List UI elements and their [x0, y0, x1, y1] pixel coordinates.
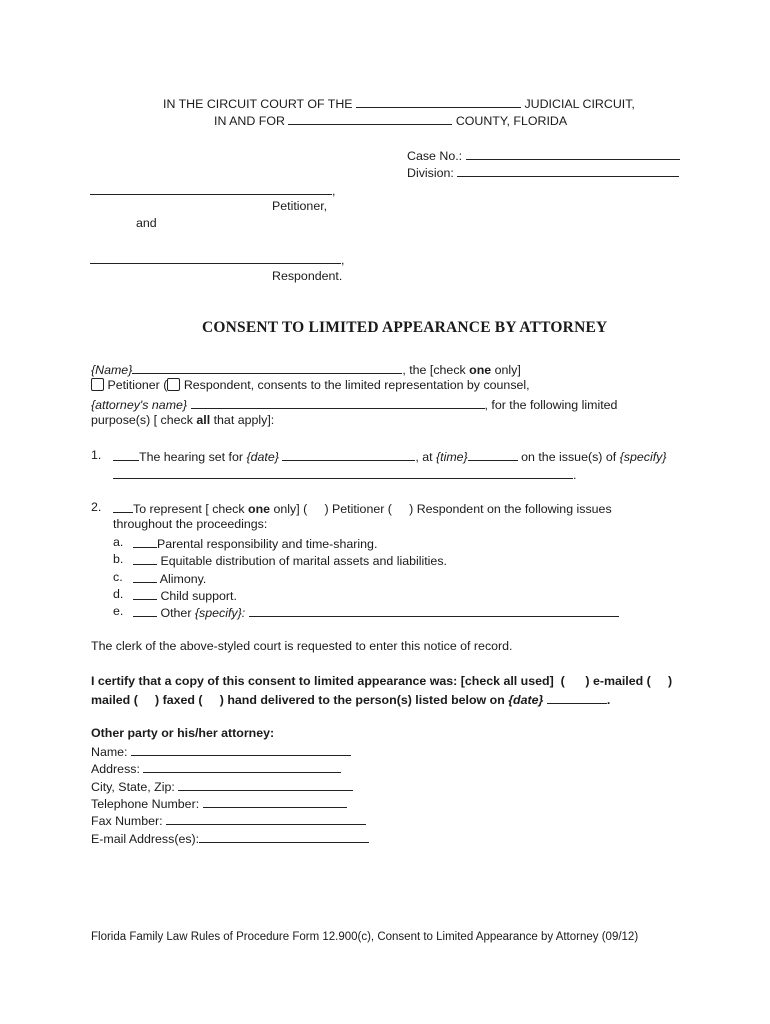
county-blank[interactable]: [288, 112, 452, 125]
item-1-check-blank[interactable]: [113, 448, 139, 461]
case-number-label: Case No.:: [407, 149, 463, 163]
case-number-field[interactable]: [466, 147, 680, 160]
other-party-address-row: Address:: [91, 760, 341, 776]
sub-item-e: e. Other {specify}:: [113, 604, 123, 618]
sub-item-c: c. Alimony.: [113, 570, 207, 586]
item-1-specify-line: .: [113, 466, 576, 482]
other-party-heading: Other party or his/her attorney:: [91, 726, 275, 740]
certify-line-2: mailed ( ) faxed ( ) hand delivered to the person(s) listed below on {date} .: [91, 693, 611, 707]
item-2-number: 2.: [91, 500, 102, 514]
sub-d-blank[interactable]: [133, 587, 157, 600]
other-party-email-row: E-mail Address(es):: [91, 830, 369, 846]
certify-line-1: I certify that a copy of this consent to limited appearance was: [check all used] ( ) e-mailed ( ): [91, 674, 673, 688]
other-party-phone-field[interactable]: [203, 795, 347, 808]
sub-c-blank[interactable]: [133, 570, 157, 583]
sub-e-blank[interactable]: [133, 604, 157, 617]
item-2-line: To represent [ check one only] ( ) Petitioner ( ) Respondent on the following issues: [113, 500, 612, 516]
issue-specify-field[interactable]: [113, 466, 573, 479]
other-party-name-field[interactable]: [131, 743, 351, 756]
sub-item-b: b. Equitable distribution of marital assets and liabilities.: [113, 552, 447, 568]
clerk-statement: The clerk of the above-styled court is requested to enter this notice of record.: [91, 639, 513, 653]
other-specify-field[interactable]: [249, 604, 619, 617]
court-header-line-1: IN THE CIRCUIT COURT OF THE JUDICIAL CIRCUIT,: [163, 97, 635, 111]
item-1-line: The hearing set for {date} , at {time} on the issue(s) of {specify}: [113, 448, 666, 464]
respondent-checkbox[interactable]: [167, 378, 180, 391]
case-number-row: [407, 147, 680, 163]
attorney-name-field[interactable]: [191, 396, 485, 409]
intro-line-2: Petitioner ( Respondent, consents to the limited representation by counsel,: [91, 378, 530, 392]
item-2-check-blank[interactable]: [113, 500, 133, 513]
other-party-email-field[interactable]: [199, 830, 369, 843]
hearing-time-field[interactable]: [468, 448, 518, 461]
other-party-address-field[interactable]: [143, 760, 341, 773]
intro-line-1: {Name} , the [check one only]: [91, 363, 521, 377]
document-title: CONSENT TO LIMITED APPEARANCE BY ATTORNEY: [202, 319, 608, 336]
intro-line-3: {attorney's name} , for the following limited: [91, 398, 618, 412]
petitioner-checkbox[interactable]: [91, 378, 104, 391]
sub-item-a: a. Parental responsibility and time-sharing.: [113, 535, 378, 551]
division-field[interactable]: [457, 164, 679, 177]
respondent-name-field[interactable]: [90, 251, 341, 264]
petitioner-name-row: ,: [90, 182, 335, 198]
court-header-line-2: IN AND FOR COUNTY, FLORIDA: [214, 114, 568, 128]
certify-date-field[interactable]: [547, 691, 607, 704]
sub-b-blank[interactable]: [133, 552, 157, 565]
sub-a-blank[interactable]: [133, 535, 157, 548]
division-label: Division:: [407, 166, 454, 180]
division-row: [407, 164, 679, 180]
item-1-number: 1.: [91, 448, 102, 462]
intro-line-4: purpose(s) [ check all that apply]:: [91, 413, 275, 427]
hearing-date-field[interactable]: [282, 448, 415, 461]
other-party-city-field[interactable]: [178, 778, 353, 791]
respondent-name-row: ,: [90, 251, 344, 267]
petitioner-label: Petitioner,: [272, 199, 328, 213]
name-field[interactable]: [132, 361, 402, 374]
other-party-phone-row: Telephone Number:: [91, 795, 347, 811]
respondent-label: Respondent.: [272, 269, 343, 283]
petitioner-name-field[interactable]: [90, 182, 332, 195]
item-2-line-2: throughout the proceedings:: [113, 517, 268, 531]
other-party-name-row: Name:: [91, 743, 351, 759]
other-party-city-row: City, State, Zip:: [91, 778, 353, 794]
and-label: and: [136, 216, 157, 230]
form-footer: Florida Family Law Rules of Procedure Form 12.900(c), Consent to Limited Appearance by Attorney (09/12): [91, 931, 639, 943]
other-party-fax-row: Fax Number:: [91, 812, 366, 828]
sub-item-d: d. Child support.: [113, 587, 237, 603]
other-party-fax-field[interactable]: [166, 812, 366, 825]
judicial-circuit-blank[interactable]: [356, 95, 521, 108]
